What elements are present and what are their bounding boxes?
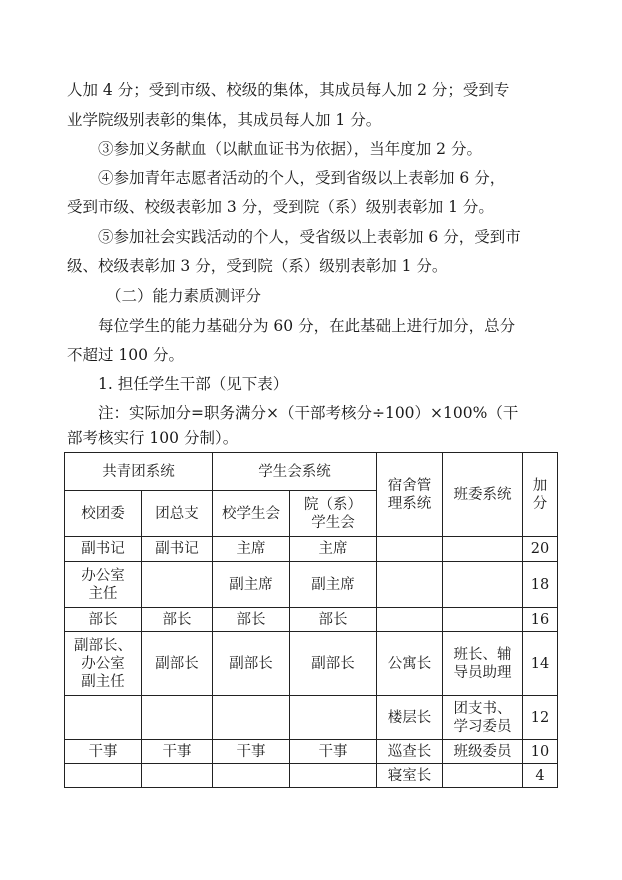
cell-text: 部长 xyxy=(318,611,348,628)
subheader-dept-student-union: 院（系） 学生会 xyxy=(290,491,377,537)
cell-dorm-role xyxy=(377,632,443,696)
cell-branch-role xyxy=(142,632,213,696)
cell-text: 主任 xyxy=(88,585,118,602)
cell-text: 副书记 xyxy=(81,541,125,557)
cell-text: 干事 xyxy=(88,743,118,760)
cell-branch-role xyxy=(142,696,213,740)
cell-school-union-role xyxy=(213,764,290,788)
cell-text: 办公室 xyxy=(81,655,125,672)
table-row xyxy=(65,632,558,696)
cell-class-role xyxy=(443,608,523,632)
cell-school-union-role xyxy=(213,562,290,608)
cell-text: 副书记 xyxy=(155,541,199,557)
subheader-school-student-union: 校学生会 xyxy=(213,491,290,537)
cell-youth-committee-role xyxy=(65,740,142,764)
points-value: 4 xyxy=(535,767,545,784)
cell-points xyxy=(523,632,558,696)
list-item-heading: 1. 担任学生干部（见下表） xyxy=(98,375,289,393)
points-value: 12 xyxy=(530,709,550,726)
cell-text: 副部长 xyxy=(229,655,273,672)
cell-class-role xyxy=(443,537,523,562)
cell-youth-committee-role xyxy=(65,537,142,562)
cell-points xyxy=(523,608,558,632)
cell-text: 部长 xyxy=(162,611,192,628)
cell-text: 副主任 xyxy=(81,673,125,690)
cell-points xyxy=(523,740,558,764)
cell-text: 副主席 xyxy=(311,576,355,593)
cell-text: 干事 xyxy=(236,743,266,760)
cell-dept-union-role xyxy=(290,632,377,696)
cell-class-role xyxy=(443,632,523,696)
section-heading: （二）能力素质测评分 xyxy=(106,287,262,305)
table-header-row xyxy=(65,453,558,491)
cell-dept-union-role xyxy=(290,764,377,788)
paragraph-line: 不超过 100 分。 xyxy=(67,346,184,364)
subheader-school-youth-committee: 校团委 xyxy=(65,491,142,537)
cell-text: 副部长、 xyxy=(74,637,132,654)
cell-class-role xyxy=(443,740,523,764)
cell-text: 导员助理 xyxy=(453,664,512,681)
cell-school-union-role xyxy=(213,608,290,632)
cell-points xyxy=(523,696,558,740)
paragraph-line: 人加 4 分；受到市级、校级的集体，其成员每人加 2 分；受到专 xyxy=(67,81,510,99)
paragraph-line: ⑤参加社会实践活动的个人，受省级以上表彰加 6 分，受到市 xyxy=(98,228,521,246)
cell-branch-role xyxy=(142,562,213,608)
cell-youth-committee-role xyxy=(65,764,142,788)
cell-text: 干事 xyxy=(162,743,192,760)
cell-class-role xyxy=(443,562,523,608)
cadre-points-table xyxy=(64,452,558,788)
cell-youth-committee-role xyxy=(65,632,142,696)
cell-text: 学习委员 xyxy=(453,718,512,735)
cell-dorm-role xyxy=(377,740,443,764)
cell-points xyxy=(523,764,558,788)
cell-points xyxy=(523,562,558,608)
paragraph-line: 每位学生的能力基础分为 60 分，在此基础上进行加分，总分 xyxy=(98,317,516,335)
cell-branch-role xyxy=(142,740,213,764)
cell-text: 部长 xyxy=(236,611,266,628)
cell-dorm-role xyxy=(377,764,443,788)
paragraph-line: ③参加义务献血（以献血证书为依据），当年度加 2 分。 xyxy=(98,140,482,158)
cell-branch-role xyxy=(142,608,213,632)
cell-text: 楼层长 xyxy=(387,709,432,726)
table-row xyxy=(65,537,558,562)
cell-text: 主席 xyxy=(318,541,348,557)
cell-text: 公寓长 xyxy=(387,655,432,672)
cell-text: 办公室 xyxy=(81,567,125,584)
points-value: 18 xyxy=(530,576,550,593)
cell-dorm-role xyxy=(377,537,443,562)
cell-dept-union-role xyxy=(290,537,377,562)
cell-youth-committee-role xyxy=(65,608,142,632)
table-row xyxy=(65,562,558,608)
header-youth-league: 共青团系统 xyxy=(65,453,213,491)
subheader-general-branch: 团总支 xyxy=(142,491,213,537)
cell-text: 主席 xyxy=(236,541,266,557)
paragraph-line: 受到市级、校级表彰加 3 分，受到院（系）级别表彰加 1 分。 xyxy=(67,198,494,216)
note-line: 注：实际加分=职务满分×（干部考核分÷100）×100%（干 xyxy=(98,404,519,422)
cell-points xyxy=(523,537,558,562)
cell-dorm-role xyxy=(377,696,443,740)
table-row xyxy=(65,740,558,764)
cell-class-role xyxy=(443,696,523,740)
cell-youth-committee-role xyxy=(65,562,142,608)
cell-text: 班级委员 xyxy=(453,743,512,760)
cell-branch-role xyxy=(142,537,213,562)
cell-school-union-role xyxy=(213,696,290,740)
cell-dept-union-role xyxy=(290,740,377,764)
cell-branch-role xyxy=(142,764,213,788)
paragraph-line: 级、校级表彰加 3 分，受到院（系）级别表彰加 1 分。 xyxy=(67,257,448,275)
cell-text: 副部长 xyxy=(155,655,199,672)
cell-text: 团支书、 xyxy=(453,700,512,717)
points-value: 14 xyxy=(530,655,550,672)
points-value: 20 xyxy=(530,541,550,557)
note-line: 部考核实行 100 分制）。 xyxy=(67,429,239,447)
table-row xyxy=(65,696,558,740)
header-student-union: 学生会系统 xyxy=(213,453,377,491)
cell-school-union-role xyxy=(213,537,290,562)
header-dorm-management: 宿舍管 理系统 xyxy=(377,453,443,537)
table-row xyxy=(65,608,558,632)
cell-dorm-role xyxy=(377,608,443,632)
cell-text: 部长 xyxy=(88,611,118,628)
cell-text: 巡查长 xyxy=(387,743,432,760)
cell-dorm-role xyxy=(377,562,443,608)
table-row xyxy=(65,764,558,788)
cell-text: 副主席 xyxy=(229,576,273,593)
points-value: 16 xyxy=(530,611,550,628)
cell-school-union-role xyxy=(213,632,290,696)
header-class-committee: 班委系统 xyxy=(443,453,523,537)
cell-text: 副部长 xyxy=(311,655,355,672)
points-value: 10 xyxy=(530,743,550,760)
cell-school-union-role xyxy=(213,740,290,764)
paragraph-line: ④参加青年志愿者活动的个人，受到省级以上表彰加 6 分， xyxy=(98,169,506,187)
cell-text: 寝室长 xyxy=(387,767,432,784)
cell-class-role xyxy=(443,764,523,788)
cell-text: 干事 xyxy=(318,743,348,760)
paragraph-line: 业学院级别表彰的集体，其成员每人加 1 分。 xyxy=(67,111,382,129)
cell-dept-union-role xyxy=(290,562,377,608)
cell-youth-committee-role xyxy=(65,696,142,740)
header-points: 加 分 xyxy=(523,453,558,537)
cell-dept-union-role xyxy=(290,608,377,632)
cell-dept-union-role xyxy=(290,696,377,740)
cell-text: 班长、辅 xyxy=(453,646,512,663)
